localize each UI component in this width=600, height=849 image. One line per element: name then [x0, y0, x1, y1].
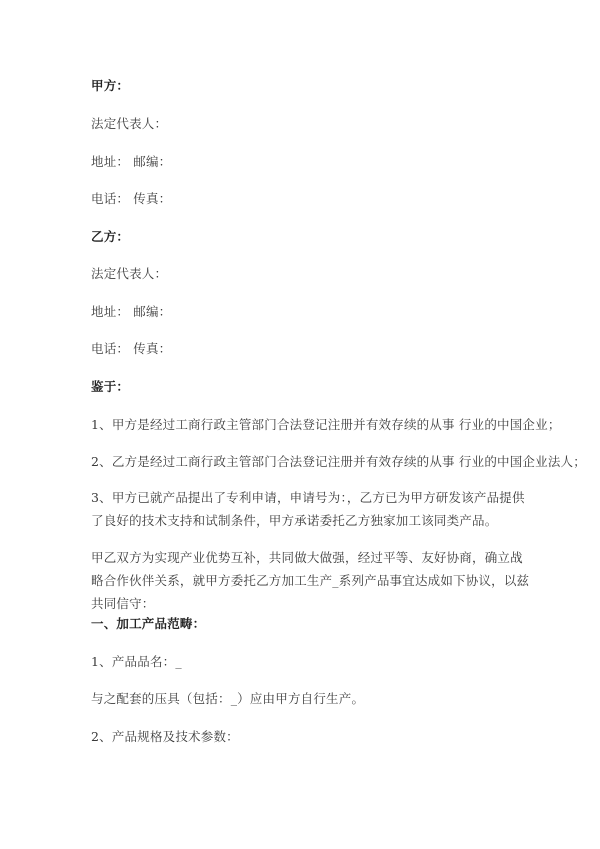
section-1-item-2: 2、产品规格及技术参数： — [91, 729, 239, 744]
whereas-heading: 鉴于： — [91, 379, 130, 394]
whereas-item-2: 2、乙方是经过工商行政主管部门合法登记注册并有效存续的从事 行业的中国企业法人； — [91, 454, 586, 469]
section-1-item-1: 1、产品品名：_ — [91, 654, 182, 669]
whereas-item-3: 3、甲方已就产品提出了专利申请，申请号为：，乙方已为甲方研发该产品提供了良好的技术支持和试制条件，甲方承诺委托乙方独家加工该同类产品。 — [91, 490, 525, 528]
party-a-address: 地址： 邮编： — [91, 154, 172, 169]
whereas-item-1: 1、甲方是经过工商行政主管部门合法登记注册并有效存续的从事 行业的中国企业； — [91, 417, 561, 432]
party-b-heading: 乙方： — [91, 229, 130, 244]
party-b-address: 地址： 邮编： — [91, 304, 172, 319]
section-1-item-1-note: 与之配套的压具（包括：_）应由甲方自行生产。 — [91, 691, 365, 706]
party-a-phone: 电话： 传真： — [91, 191, 172, 206]
section-1-heading: 一、加工产品范畴： — [91, 616, 206, 631]
party-b-phone: 电话： 传真： — [91, 341, 172, 356]
party-b-legal-rep: 法定代表人： — [91, 266, 168, 281]
intro-paragraph: 甲乙双方为实现产业优势互补，共同做大做强，经过平等、友好协商，确立战略合作伙伴关系，就甲方委托乙方加工生产_系列产品事宜达成如下协议，以兹共同信守： — [91, 550, 530, 611]
party-a-heading: 甲方： — [91, 78, 130, 93]
party-a-legal-rep: 法定代表人： — [91, 116, 168, 131]
